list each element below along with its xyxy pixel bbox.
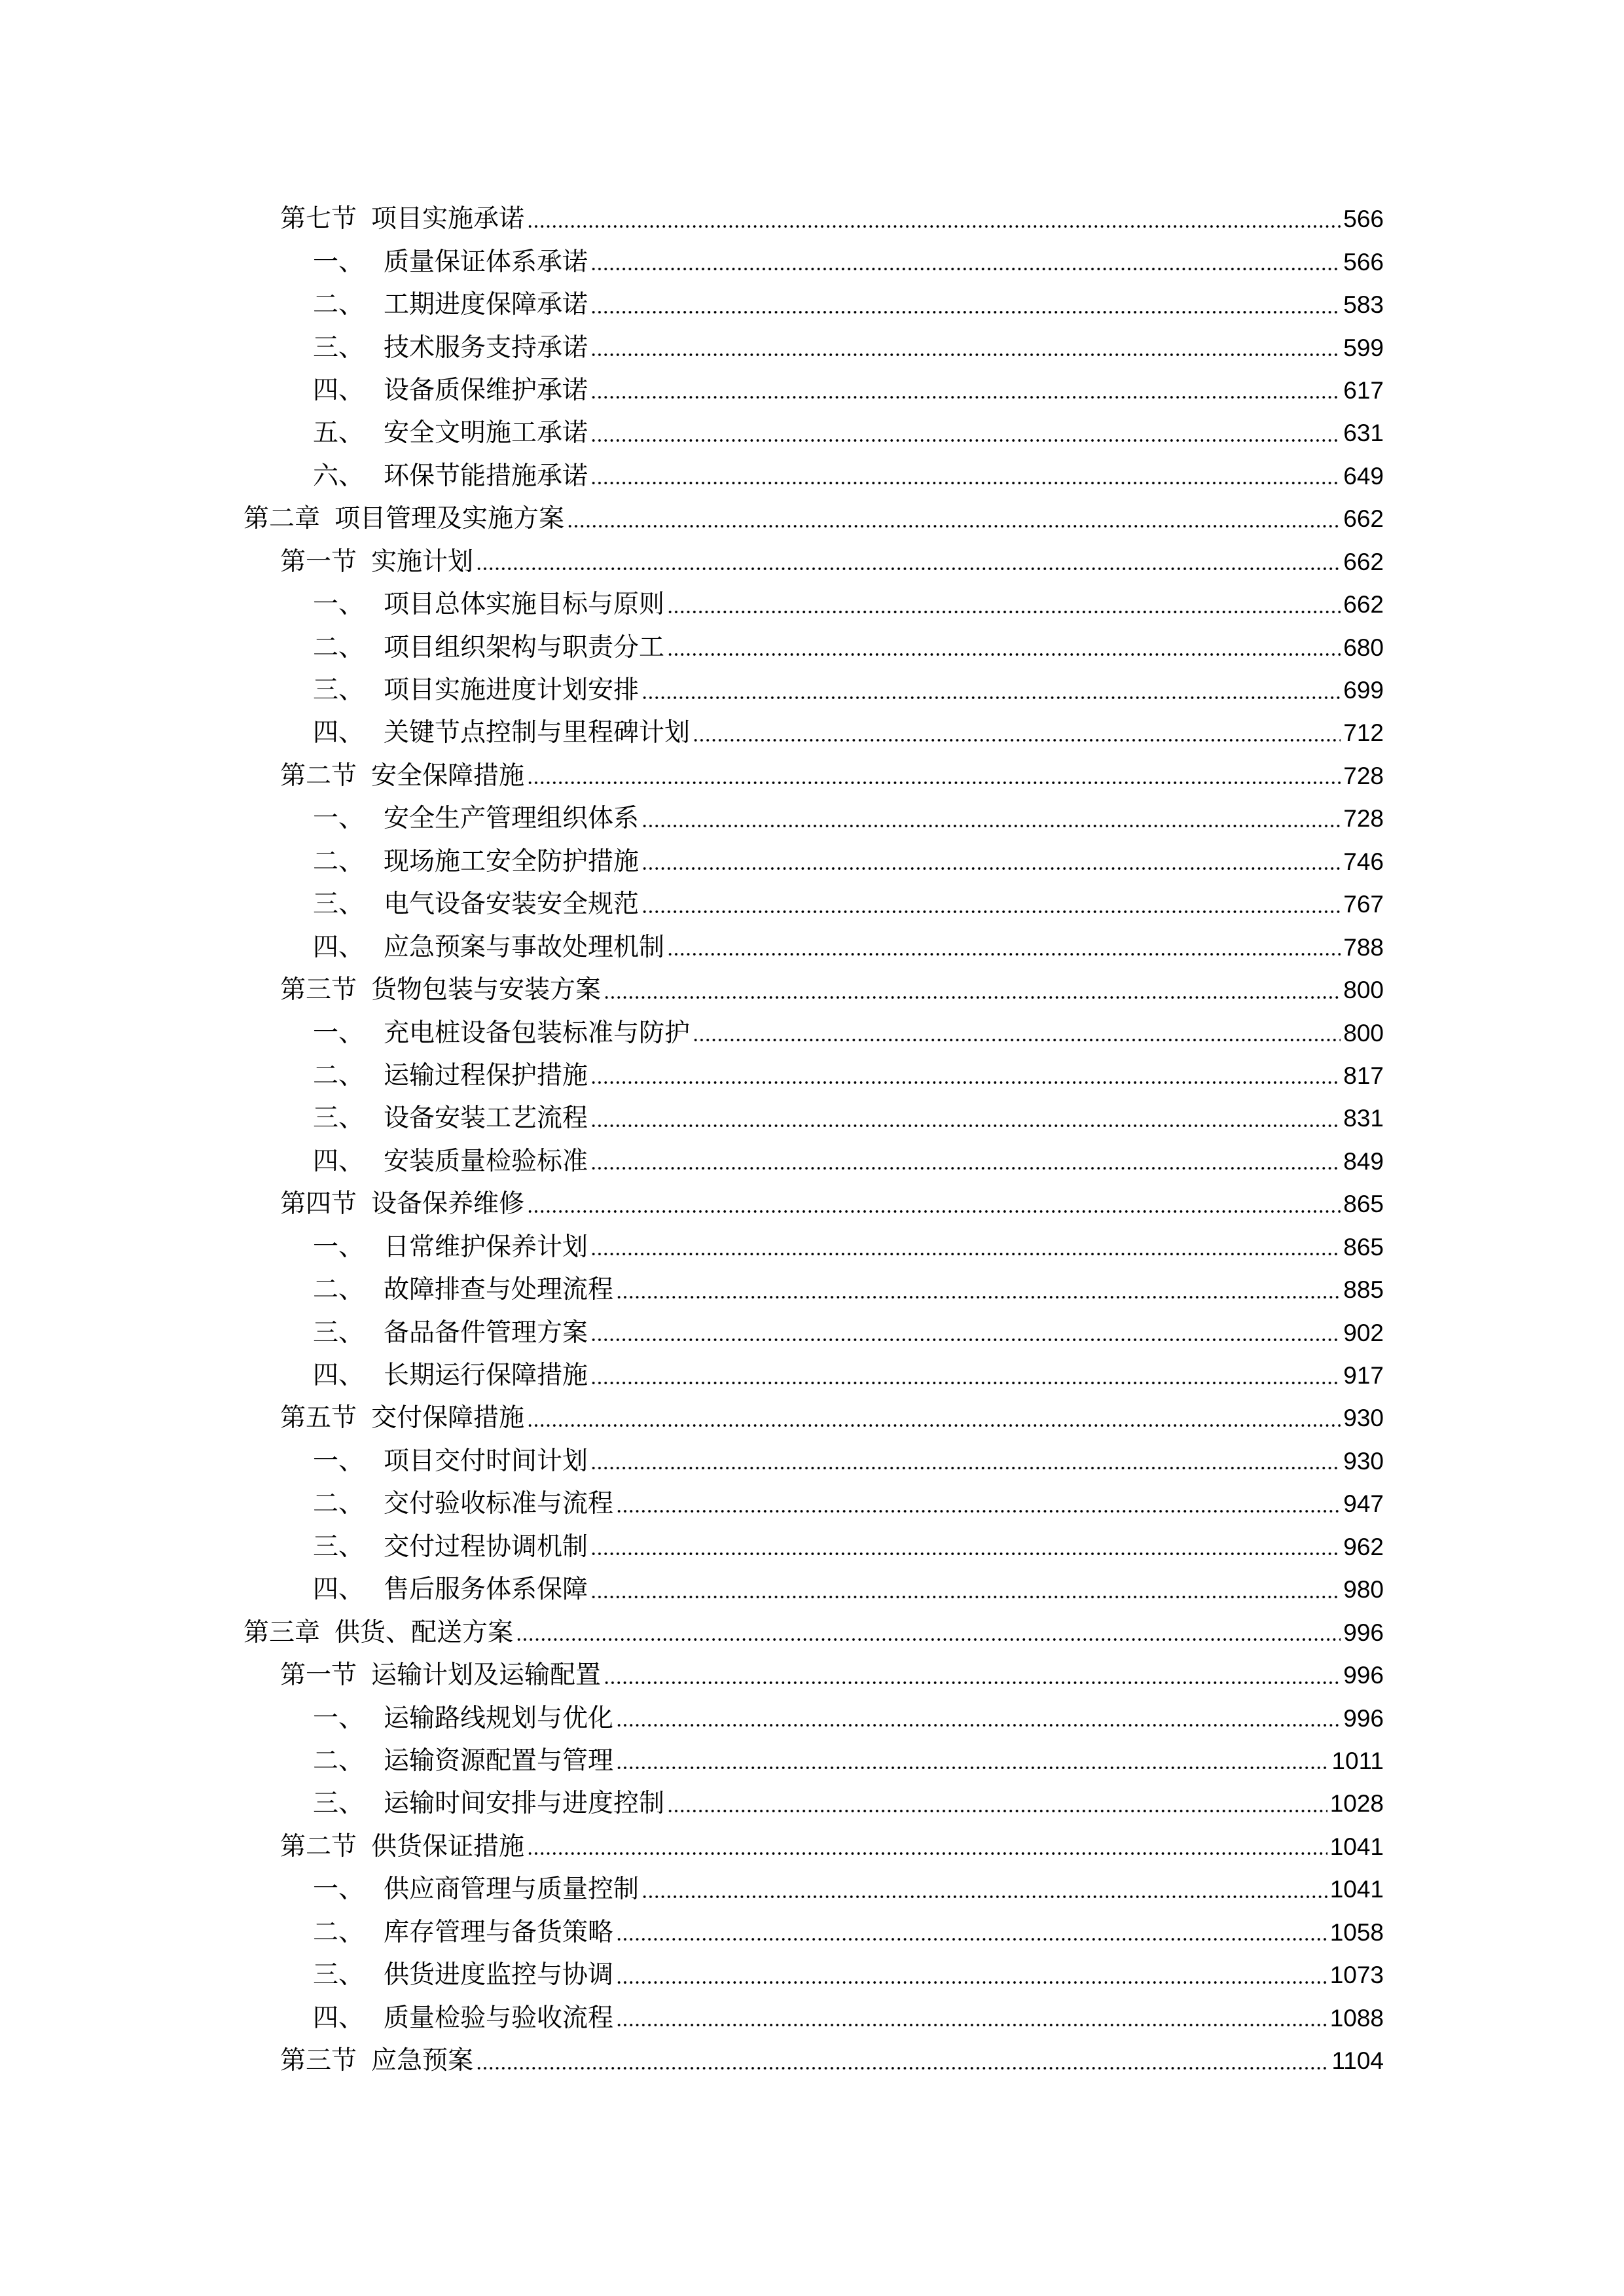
- toc-entry-page: 746: [1343, 848, 1384, 875]
- toc-entry-page: 617: [1343, 376, 1384, 404]
- toc-entry[interactable]: [244, 669, 1384, 711]
- toc-entry-page: 728: [1343, 762, 1384, 789]
- toc-dot-leader: [527, 1194, 1341, 1214]
- toc-entry-number: 第四节: [280, 1189, 357, 1219]
- toc-dot-leader: [476, 552, 1341, 571]
- toc-entry-number: 三、: [313, 889, 365, 920]
- toc-entry[interactable]: [244, 198, 1384, 240]
- toc-entry-title: 供货、配送方案: [334, 1617, 514, 1647]
- toc-entry-number: 四、: [313, 2003, 365, 2033]
- toc-dot-leader: [667, 637, 1341, 657]
- toc-entry-number: 第七节: [280, 204, 357, 234]
- toc-entry-page: 817: [1343, 1062, 1384, 1089]
- toc-dot-leader: [616, 1708, 1341, 1728]
- toc-entry-page: 930: [1343, 1405, 1384, 1432]
- toc-entry-title: 货物包装与安装方案: [371, 975, 602, 1005]
- toc-entry[interactable]: [244, 1482, 1384, 1525]
- toc-entry-number: 第三节: [280, 2046, 357, 2076]
- toc-entry-title: 故障排查与处理流程: [384, 1275, 614, 1305]
- toc-entry-title: 工期进度保障承诺: [384, 290, 588, 320]
- toc-dot-leader: [476, 2051, 1329, 2071]
- toc-entry-page: 566: [1343, 206, 1384, 233]
- toc-entry[interactable]: [244, 1696, 1384, 1739]
- toc-entry-number: 二、: [313, 846, 365, 876]
- table-of-contents: [244, 198, 1384, 2082]
- toc-entry-page: 1073: [1329, 1962, 1384, 1989]
- toc-entry-page: 930: [1343, 1447, 1384, 1475]
- toc-dot-leader: [527, 766, 1341, 785]
- toc-entry-title: 充电桩设备包装标准与防护: [384, 1018, 691, 1048]
- toc-entry-number: 一、: [313, 1874, 365, 1905]
- toc-entry-title: 环保节能措施承诺: [384, 461, 588, 491]
- toc-entry-number: 三、: [313, 332, 365, 363]
- toc-dot-leader: [616, 1494, 1341, 1514]
- toc-entry-title: 现场施工安全防护措施: [384, 846, 640, 876]
- toc-entry[interactable]: [244, 412, 1384, 454]
- toc-entry-title: 运输时间安排与进度控制: [384, 1789, 665, 1819]
- toc-dot-leader: [590, 1366, 1341, 1386]
- toc-dot-leader: [641, 895, 1341, 914]
- toc-entry-page: 800: [1343, 1019, 1384, 1047]
- toc-entry-number: 第三节: [280, 975, 357, 1005]
- toc-dot-leader: [667, 595, 1341, 615]
- toc-entry-number: 一、: [313, 247, 365, 277]
- toc-entry[interactable]: [244, 1911, 1384, 1954]
- toc-entry[interactable]: [244, 797, 1384, 840]
- toc-entry-number: 四、: [313, 718, 365, 748]
- toc-entry[interactable]: [244, 1097, 1384, 1139]
- toc-dot-leader: [616, 1965, 1327, 1985]
- toc-entry-title: 实施计划: [371, 547, 474, 577]
- toc-entry[interactable]: [244, 1825, 1384, 1868]
- toc-entry-page: 631: [1343, 420, 1384, 447]
- toc-entry-page: 583: [1343, 291, 1384, 319]
- toc-entry[interactable]: [244, 1311, 1384, 1354]
- toc-entry-title: 备品备件管理方案: [384, 1318, 588, 1348]
- toc-dot-leader: [516, 1623, 1341, 1642]
- toc-entry-number: 二、: [313, 1275, 365, 1305]
- toc-entry-title: 库存管理与备货策略: [384, 1917, 614, 1947]
- toc-entry-title: 项目交付时间计划: [384, 1446, 588, 1476]
- toc-dot-leader: [616, 1922, 1327, 1942]
- toc-entry-number: 一、: [313, 1703, 365, 1733]
- toc-entry[interactable]: [244, 497, 1384, 540]
- toc-entry-page: 662: [1343, 505, 1384, 533]
- toc-entry-page: 996: [1343, 1662, 1384, 1689]
- toc-entry[interactable]: [244, 1354, 1384, 1397]
- toc-entry-page: 980: [1343, 1576, 1384, 1604]
- toc-entry-page: 662: [1343, 548, 1384, 575]
- toc-entry[interactable]: [244, 455, 1384, 497]
- toc-entry-page: 599: [1343, 334, 1384, 361]
- toc-entry-number: 四、: [313, 375, 365, 405]
- toc-entry-number: 一、: [313, 1446, 365, 1476]
- toc-entry[interactable]: [244, 1268, 1384, 1311]
- toc-dot-leader: [590, 1237, 1341, 1257]
- toc-entry-page: 996: [1343, 1704, 1384, 1732]
- toc-entry[interactable]: [244, 883, 1384, 925]
- toc-entry-number: 第二节: [280, 761, 357, 791]
- toc-entry-title: 安装质量检验标准: [384, 1146, 588, 1176]
- toc-dot-leader: [527, 1408, 1341, 1428]
- toc-dot-leader: [667, 1794, 1327, 1814]
- toc-entry-title: 供应商管理与质量控制: [384, 1874, 640, 1905]
- toc-entry[interactable]: [244, 840, 1384, 883]
- toc-entry-page: 865: [1343, 1233, 1384, 1261]
- toc-entry[interactable]: [244, 2039, 1384, 2082]
- toc-dot-leader: [693, 723, 1341, 743]
- toc-entry-number: 二、: [313, 290, 365, 320]
- toc-entry-number: 第二节: [280, 1831, 357, 1861]
- toc-entry-number: 三、: [313, 1103, 365, 1134]
- toc-entry[interactable]: [244, 1996, 1384, 2039]
- toc-entry-title: 设备保养维修: [371, 1189, 525, 1219]
- toc-dot-leader: [641, 852, 1341, 871]
- toc-entry-number: 四、: [313, 1575, 365, 1605]
- toc-entry-title: 项目总体实施目标与原则: [384, 590, 665, 620]
- toc-dot-leader: [616, 1280, 1341, 1300]
- toc-entry-title: 质量检验与验收流程: [384, 2003, 614, 2033]
- toc-entry[interactable]: [244, 1954, 1384, 1996]
- toc-entry-title: 安全文明施工承诺: [384, 418, 588, 448]
- toc-entry-page: 566: [1343, 248, 1384, 276]
- toc-entry-page: 728: [1343, 805, 1384, 833]
- toc-dot-leader: [590, 252, 1341, 272]
- toc-entry-page: 996: [1343, 1619, 1384, 1646]
- toc-entry[interactable]: [244, 1868, 1384, 1910]
- toc-dot-leader: [641, 681, 1341, 700]
- toc-entry-title: 关键节点控制与里程碑计划: [384, 718, 691, 748]
- toc-entry-number: 一、: [313, 1232, 365, 1262]
- toc-entry-number: 三、: [313, 1789, 365, 1819]
- toc-entry-title: 交付保障措施: [371, 1403, 525, 1433]
- toc-entry-page: 962: [1343, 1533, 1384, 1560]
- toc-entry-title: 日常维护保养计划: [384, 1232, 588, 1262]
- toc-entry-title: 项目管理及实施方案: [334, 504, 565, 534]
- toc-entry-number: 三、: [313, 1532, 365, 1562]
- toc-entry[interactable]: [244, 541, 1384, 583]
- toc-entry-number: 二、: [313, 1489, 365, 1519]
- toc-entry-number: 三、: [313, 675, 365, 706]
- toc-entry-title: 应急预案: [371, 2046, 474, 2076]
- toc-entry-title: 技术服务支持承诺: [384, 332, 588, 363]
- toc-entry-title: 运输路线规划与优化: [384, 1703, 614, 1733]
- toc-dot-leader: [590, 466, 1341, 486]
- toc-entry[interactable]: [244, 1054, 1384, 1097]
- toc-entry-title: 设备安装工艺流程: [384, 1103, 588, 1134]
- toc-dot-leader: [527, 1837, 1327, 1856]
- toc-entry[interactable]: [244, 1226, 1384, 1268]
- toc-entry-page: 902: [1343, 1319, 1384, 1346]
- toc-entry[interactable]: [244, 711, 1384, 754]
- toc-entry[interactable]: [244, 1611, 1384, 1653]
- toc-entry[interactable]: [244, 969, 1384, 1011]
- toc-entry-page: 1058: [1329, 1918, 1384, 1946]
- toc-dot-leader: [527, 209, 1341, 229]
- toc-entry[interactable]: [244, 755, 1384, 797]
- toc-entry-page: 947: [1343, 1490, 1384, 1518]
- toc-entry-page: 699: [1343, 677, 1384, 704]
- toc-dot-leader: [590, 1537, 1341, 1556]
- toc-entry[interactable]: [244, 1740, 1384, 1782]
- toc-dot-leader: [590, 1580, 1341, 1600]
- toc-dot-leader: [641, 809, 1341, 829]
- toc-dot-leader: [641, 1880, 1327, 1899]
- toc-entry-title: 供货保证措施: [371, 1831, 525, 1861]
- toc-entry[interactable]: [244, 925, 1384, 968]
- toc-entry-title: 交付过程协调机制: [384, 1532, 588, 1562]
- toc-entry-title: 安全保障措施: [371, 761, 525, 791]
- toc-dot-leader: [667, 937, 1341, 957]
- toc-entry-title: 运输计划及运输配置: [371, 1660, 602, 1691]
- toc-entry[interactable]: [244, 583, 1384, 626]
- toc-entry-title: 质量保证体系承诺: [384, 247, 588, 277]
- toc-dot-leader: [616, 1751, 1329, 1770]
- toc-entry-page: 885: [1343, 1276, 1384, 1304]
- toc-entry-page: 767: [1343, 891, 1384, 918]
- toc-entry-number: 第二章: [244, 504, 321, 534]
- toc-entry-number: 一、: [313, 804, 365, 834]
- toc-dot-leader: [590, 1109, 1341, 1128]
- toc-entry-title: 安全生产管理组织体系: [384, 804, 640, 834]
- toc-entry-page: 917: [1343, 1362, 1384, 1390]
- toc-entry-number: 第一节: [280, 547, 357, 577]
- toc-entry-title: 运输资源配置与管理: [384, 1746, 614, 1776]
- toc-entry-page: 1041: [1329, 1833, 1384, 1860]
- toc-entry[interactable]: [244, 240, 1384, 283]
- toc-entry[interactable]: [244, 1782, 1384, 1825]
- toc-dot-leader: [604, 1666, 1341, 1685]
- toc-entry-page: 680: [1343, 634, 1384, 661]
- toc-entry-number: 四、: [313, 1361, 365, 1391]
- toc-entry-title: 应急预案与事故处理机制: [384, 932, 665, 962]
- toc-dot-leader: [616, 2008, 1327, 2028]
- toc-entry-title: 长期运行保障措施: [384, 1361, 588, 1391]
- toc-entry-title: 交付验收标准与流程: [384, 1489, 614, 1519]
- toc-dot-leader: [590, 1066, 1341, 1085]
- toc-entry-number: 三、: [313, 1960, 365, 1990]
- toc-entry-number: 第一节: [280, 1660, 357, 1691]
- toc-entry-page: 849: [1343, 1147, 1384, 1175]
- toc-entry[interactable]: [244, 1397, 1384, 1439]
- toc-dot-leader: [693, 1023, 1341, 1043]
- toc-entry-number: 一、: [313, 1018, 365, 1048]
- toc-entry-number: 第五节: [280, 1403, 357, 1433]
- toc-entry-page: 1011: [1331, 1747, 1384, 1774]
- toc-entry-title: 运输过程保护措施: [384, 1060, 588, 1090]
- toc-entry-title: 设备质保维护承诺: [384, 375, 588, 405]
- toc-entry-number: 三、: [313, 1318, 365, 1348]
- toc-entry[interactable]: [244, 1183, 1384, 1225]
- toc-entry[interactable]: [244, 1568, 1384, 1611]
- toc-dot-leader: [590, 1323, 1341, 1342]
- toc-entry-page: 800: [1343, 977, 1384, 1004]
- toc-dot-leader: [590, 423, 1341, 443]
- toc-entry-number: 第三章: [244, 1617, 321, 1647]
- toc-entry[interactable]: [244, 1526, 1384, 1568]
- toc-dot-leader: [590, 380, 1341, 400]
- toc-entry[interactable]: [244, 369, 1384, 412]
- toc-entry-page: 1088: [1329, 2004, 1384, 2032]
- toc-entry-title: 电气设备安装安全规范: [384, 889, 640, 920]
- toc-dot-leader: [590, 295, 1341, 315]
- toc-entry-page: 662: [1343, 591, 1384, 619]
- toc-entry-number: 四、: [313, 1146, 365, 1176]
- toc-entry[interactable]: [244, 326, 1384, 368]
- toc-entry-page: 1104: [1331, 2047, 1384, 2075]
- toc-entry-title: 供货进度监控与协调: [384, 1960, 614, 1990]
- toc-entry[interactable]: [244, 1011, 1384, 1054]
- toc-entry-number: 二、: [313, 1746, 365, 1776]
- toc-dot-leader: [567, 509, 1341, 529]
- toc-entry[interactable]: [244, 1440, 1384, 1482]
- toc-entry-page: 1041: [1329, 1876, 1384, 1903]
- toc-entry-title: 项目实施承诺: [371, 204, 525, 234]
- toc-entry-page: 649: [1343, 462, 1384, 490]
- toc-dot-leader: [604, 980, 1341, 1000]
- toc-entry[interactable]: [244, 1140, 1384, 1183]
- toc-dot-leader: [590, 338, 1341, 357]
- toc-entry-page: 1028: [1329, 1790, 1384, 1818]
- toc-entry[interactable]: [244, 283, 1384, 326]
- toc-entry-number: 四、: [313, 932, 365, 962]
- toc-entry-page: 712: [1343, 719, 1384, 747]
- toc-entry-title: 项目实施进度计划安排: [384, 675, 640, 706]
- toc-dot-leader: [590, 1451, 1341, 1471]
- toc-entry-page: 831: [1343, 1105, 1384, 1132]
- toc-entry[interactable]: [244, 626, 1384, 668]
- toc-entry-number: 一、: [313, 590, 365, 620]
- toc-entry[interactable]: [244, 1654, 1384, 1696]
- toc-entry-number: 二、: [313, 1917, 365, 1947]
- toc-entry-number: 二、: [313, 632, 365, 662]
- toc-entry-page: 865: [1343, 1191, 1384, 1218]
- toc-dot-leader: [590, 1151, 1341, 1171]
- toc-entry-number: 五、: [313, 418, 365, 448]
- toc-entry-title: 售后服务体系保障: [384, 1575, 588, 1605]
- toc-entry-title: 项目组织架构与职责分工: [384, 632, 665, 662]
- toc-entry-page: 788: [1343, 933, 1384, 961]
- toc-entry-number: 二、: [313, 1060, 365, 1090]
- toc-entry-number: 六、: [313, 461, 365, 491]
